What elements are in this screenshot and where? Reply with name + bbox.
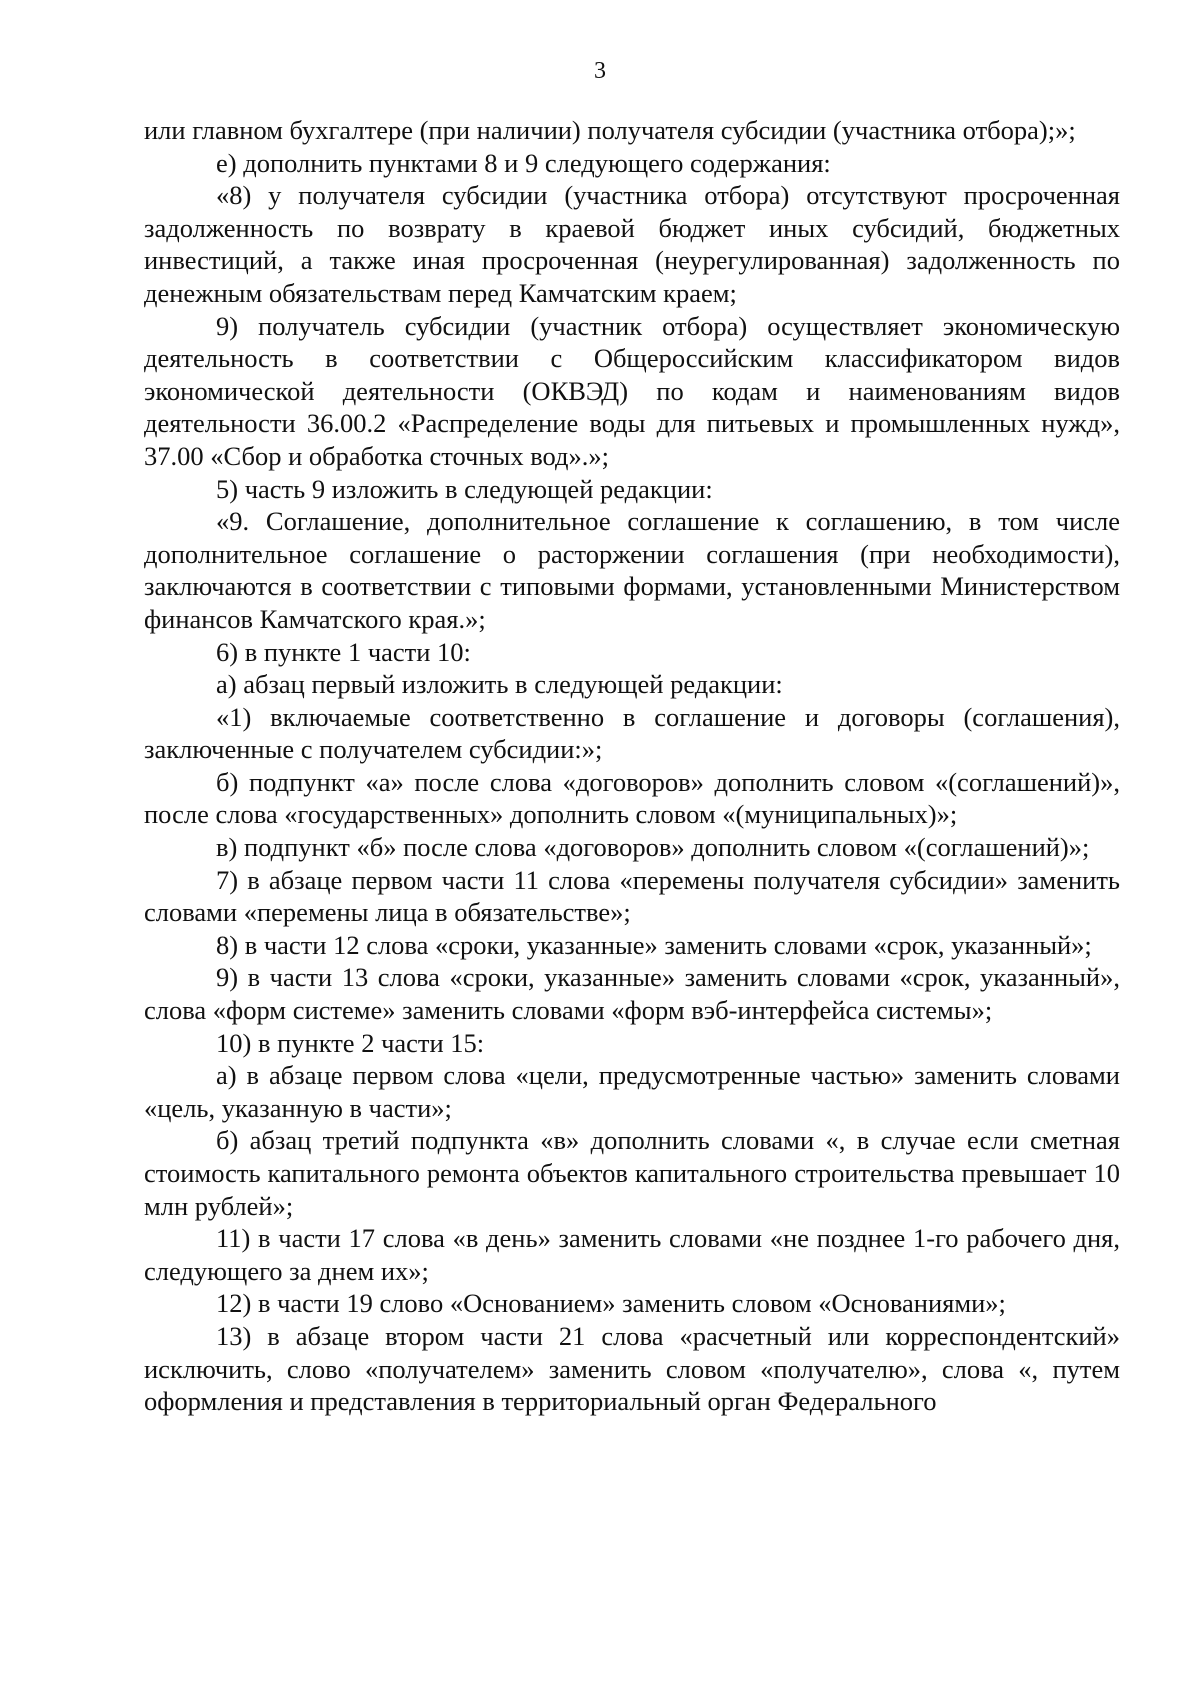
document-body	[144, 114, 1120, 1418]
paragraph-4: 9) получатель субсидии (участник отбора) осуществляет экономическую деятельность в соответствии с Общероссийским классификатором видов экономической деятельности (ОКВЭД) по кодам и наименованиям видов деятельности 36.00.2 «Распределение воды для питьевых и промышленных нужд», 37.00 «Сбор и обработка сточных вод».»;	[144, 310, 1120, 471]
paragraph-6: «9. Соглашение, дополнительное соглашение к соглашению, в том числе дополнительное соглашение о расторжении соглашения (при необходимости), заключаются в соответствии с типовыми формами, установленными Министерством финансов Камчатского края.»;	[144, 506, 1120, 634]
paragraph-11: в) подпункт «б» после слова «договоров» дополнить словом «(соглашений)»;	[216, 832, 1090, 863]
paragraph-10: б) подпункт «а» после слова «договоров» дополнить словом «(соглашений)», после слова «государственных» дополнить словом «(муниципальных)»;	[144, 766, 1120, 830]
paragraph-8: а) абзац первый изложить в следующей редакции:	[216, 669, 783, 700]
paragraph-2: е) дополнить пунктами 8 и 9 следующего содержания:	[216, 147, 831, 178]
paragraph-13: 8) в части 12 слова «сроки, указанные» заменить словами «срок, указанный»;	[216, 929, 1092, 960]
paragraph-9: «1) включаемые соответственно в соглашение и договоры (соглашения), заключенные с получателем субсидии:»;	[144, 701, 1120, 765]
paragraph-20: 13) в абзаце втором части 21 слова «расчетный или корреспондентский» исключить, слово «получателем» заменить словом «получателю», слова «, путем оформления и представления в территориальный орган Федерального	[144, 1320, 1120, 1417]
paragraph-16: а) в абзаце первом слова «цели, предусмотренные частью» заменить словами «цель, указанную в части»;	[144, 1060, 1120, 1123]
paragraph-15: 10) в пункте 2 части 15:	[216, 1027, 485, 1058]
paragraph-1: или главном бухгалтере (при наличии) получателя субсидии (участника отбора);»;	[144, 115, 1076, 145]
paragraph-19: 12) в части 19 слово «Основанием» заменить словом «Основаниями»;	[216, 1288, 1006, 1319]
paragraph-12: 7) в абзаце первом части 11 слова «перемены получателя субсидии» заменить словами «перемены лица в обязательстве»;	[144, 864, 1120, 928]
page-number: 3	[594, 58, 606, 84]
paragraph-7: 6) в пункте 1 части 10:	[216, 636, 471, 667]
paragraph-18: 11) в части 17 слова «в день» заменить словами «не позднее 1-го рабочего дня, следующего за днем их»;	[144, 1223, 1120, 1286]
paragraph-3: «8) у получателя субсидии (участника отбора) отсутствуют просроченная задолженность по возврату в краевой бюджет иных субсидий, бюджетных инвестиций, а также иная просроченная (неурегулированная) задолженность по денежным обязательствам перед Камчатским краем;	[144, 180, 1120, 308]
paragraph-5: 5) часть 9 изложить в следующей редакции:	[216, 473, 713, 504]
paragraph-14: 9) в части 13 слова «сроки, указанные» заменить словами «срок, указанный», слова «форм системе» заменить словами «форм вэб-интерфейса системы»;	[144, 962, 1120, 1026]
paragraph-17: б) абзац третий подпункта «в» дополнить словами «, в случае если сметная стоимость капитального ремонта объектов капитального строительства превышает 10 млн рублей»;	[144, 1125, 1120, 1221]
